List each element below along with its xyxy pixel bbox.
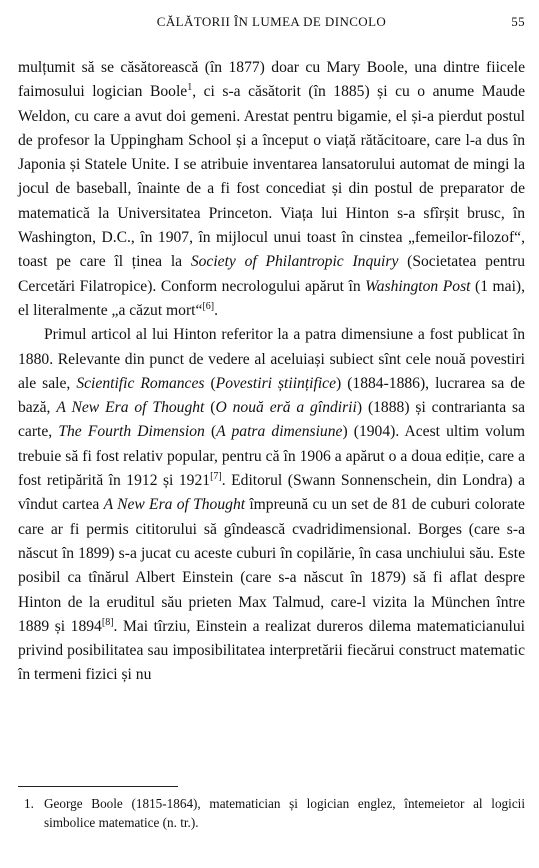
p2-text-9: împreună cu un set de 81 de cuburi colorate care ar fi permis cititorului să gîndească cvadridimensional. Borges (care s-a născut în 1899) s-a jucat cu aceste cuburi în copilărie, în casa unchiului său. Este posibil ca tînărul Albert Einstein (care s-a născut în 1879) să fi aflat despre Hinton de la eruditul său prieten Max Talmud, care-l vizita la München între 1889 și 1894 xyxy=(18,496,525,635)
footnote-text: George Boole (1815-1864), matematician și logician englez, întemeietor al logicii simbolice matematice (n. tr.). xyxy=(44,796,525,830)
p2-italic-5: The Fourth Dimension xyxy=(58,423,205,441)
p2-text-6: ( xyxy=(204,423,217,441)
p1-text-3: (Societatea pentru Cercetări Filatropice). Conform necrologului apărut în xyxy=(18,253,525,295)
p1-italic-2: Washington Post xyxy=(365,277,471,295)
paragraph-2 xyxy=(18,323,525,687)
p1-text-2: , ci s-a căsătorit (în 1885) și cu o anume Maude Weldon, cu care a avut doi gemeni. Arestat pentru bigamie, el și-a pierdut postul de profesor la Uppingham School și a început o viață rătăcitoare, care l-a dus în Japonia și Statele Unite. I se atribuie inventarea lansatorului automat de mingi la jocul de baseball, înainte de a fi fost concediat și din postul de preparator de matematică la Universitatea Princeton. Viața lui Hinton s-a sfîrșit brusc, în Washington, D.C., în 1907, în mijlocul unui toast în cinstea „femeilor-filozof“, toast pe care îl ținea la xyxy=(18,83,526,271)
footnote-number: 1. xyxy=(24,796,34,811)
p1-italic-1: Society of Philantropic Inquiry xyxy=(190,253,399,271)
p2-italic-2: Povestiri științifice xyxy=(215,374,337,392)
paragraph-1 xyxy=(18,56,525,323)
p2-text-1: Primul articol al lui Hinton referitor la a patra dimensiune a fost publicat în 1880. Relevante din punct de vedere al aceluiași subiect sînt cele nouă povestiri ale sale, xyxy=(18,326,525,392)
footnote-divider xyxy=(18,786,178,787)
p2-italic-3: A New Era of Thought xyxy=(56,399,205,417)
p2-italic-7: A New Era of Thought xyxy=(103,496,246,514)
p2-italic-4: O nouă eră a gîndirii xyxy=(215,399,357,417)
page-number: 55 xyxy=(511,14,525,29)
p2-text-8: . Editorul (Swann Sonnenschein, din Londra) a vîndut cartea xyxy=(18,472,525,514)
p2-text-4: ( xyxy=(204,399,216,417)
p2-italic-6: A patra dimensiune xyxy=(216,423,343,441)
p2-text-7: ) (1904). Acest ultim volum trebuie să fi fost relativ popular, pentru că în 1906 a apărut o a doua ediție, care a fost retipărită în 1912 și 1921 xyxy=(18,423,525,490)
p1-text-4: (1 mai), el literalmente „a căzut mort“ xyxy=(18,277,525,319)
body-text xyxy=(18,56,525,688)
citation-ref-7[interactable]: [7] xyxy=(210,470,222,482)
p2-italic-1: Scientific Romances xyxy=(76,374,205,392)
citation-ref-8[interactable]: [8] xyxy=(101,616,114,628)
running-header xyxy=(18,14,525,34)
p1-text-5: . xyxy=(214,301,219,319)
p2-text-10: . Mai tîrziu, Einstein a realizat dureros dilema matematicianului privind posibilitatea sau imposibilitatea interpretării fiecărui construct matematic în termeni fizici și nu xyxy=(18,617,525,684)
p1-text-1: mulțumit să se căsătorească (în 1877) doar cu Mary Boole, una dintre fiicele faimosului logician Boole xyxy=(18,59,525,101)
citation-ref-6[interactable]: [6] xyxy=(202,300,215,312)
p2-text-2: ( xyxy=(204,374,216,392)
footnote xyxy=(18,794,525,832)
running-title: CĂLĂTORII ÎN LUMEA DE DINCOLO xyxy=(156,14,387,29)
footnote-ref-1[interactable]: 1 xyxy=(187,82,193,94)
p2-text-5: ) (1888) și contrarianta sa carte, xyxy=(18,399,526,441)
p2-text-3: ) (1884-1886), lucrarea sa de bază, xyxy=(18,374,525,417)
